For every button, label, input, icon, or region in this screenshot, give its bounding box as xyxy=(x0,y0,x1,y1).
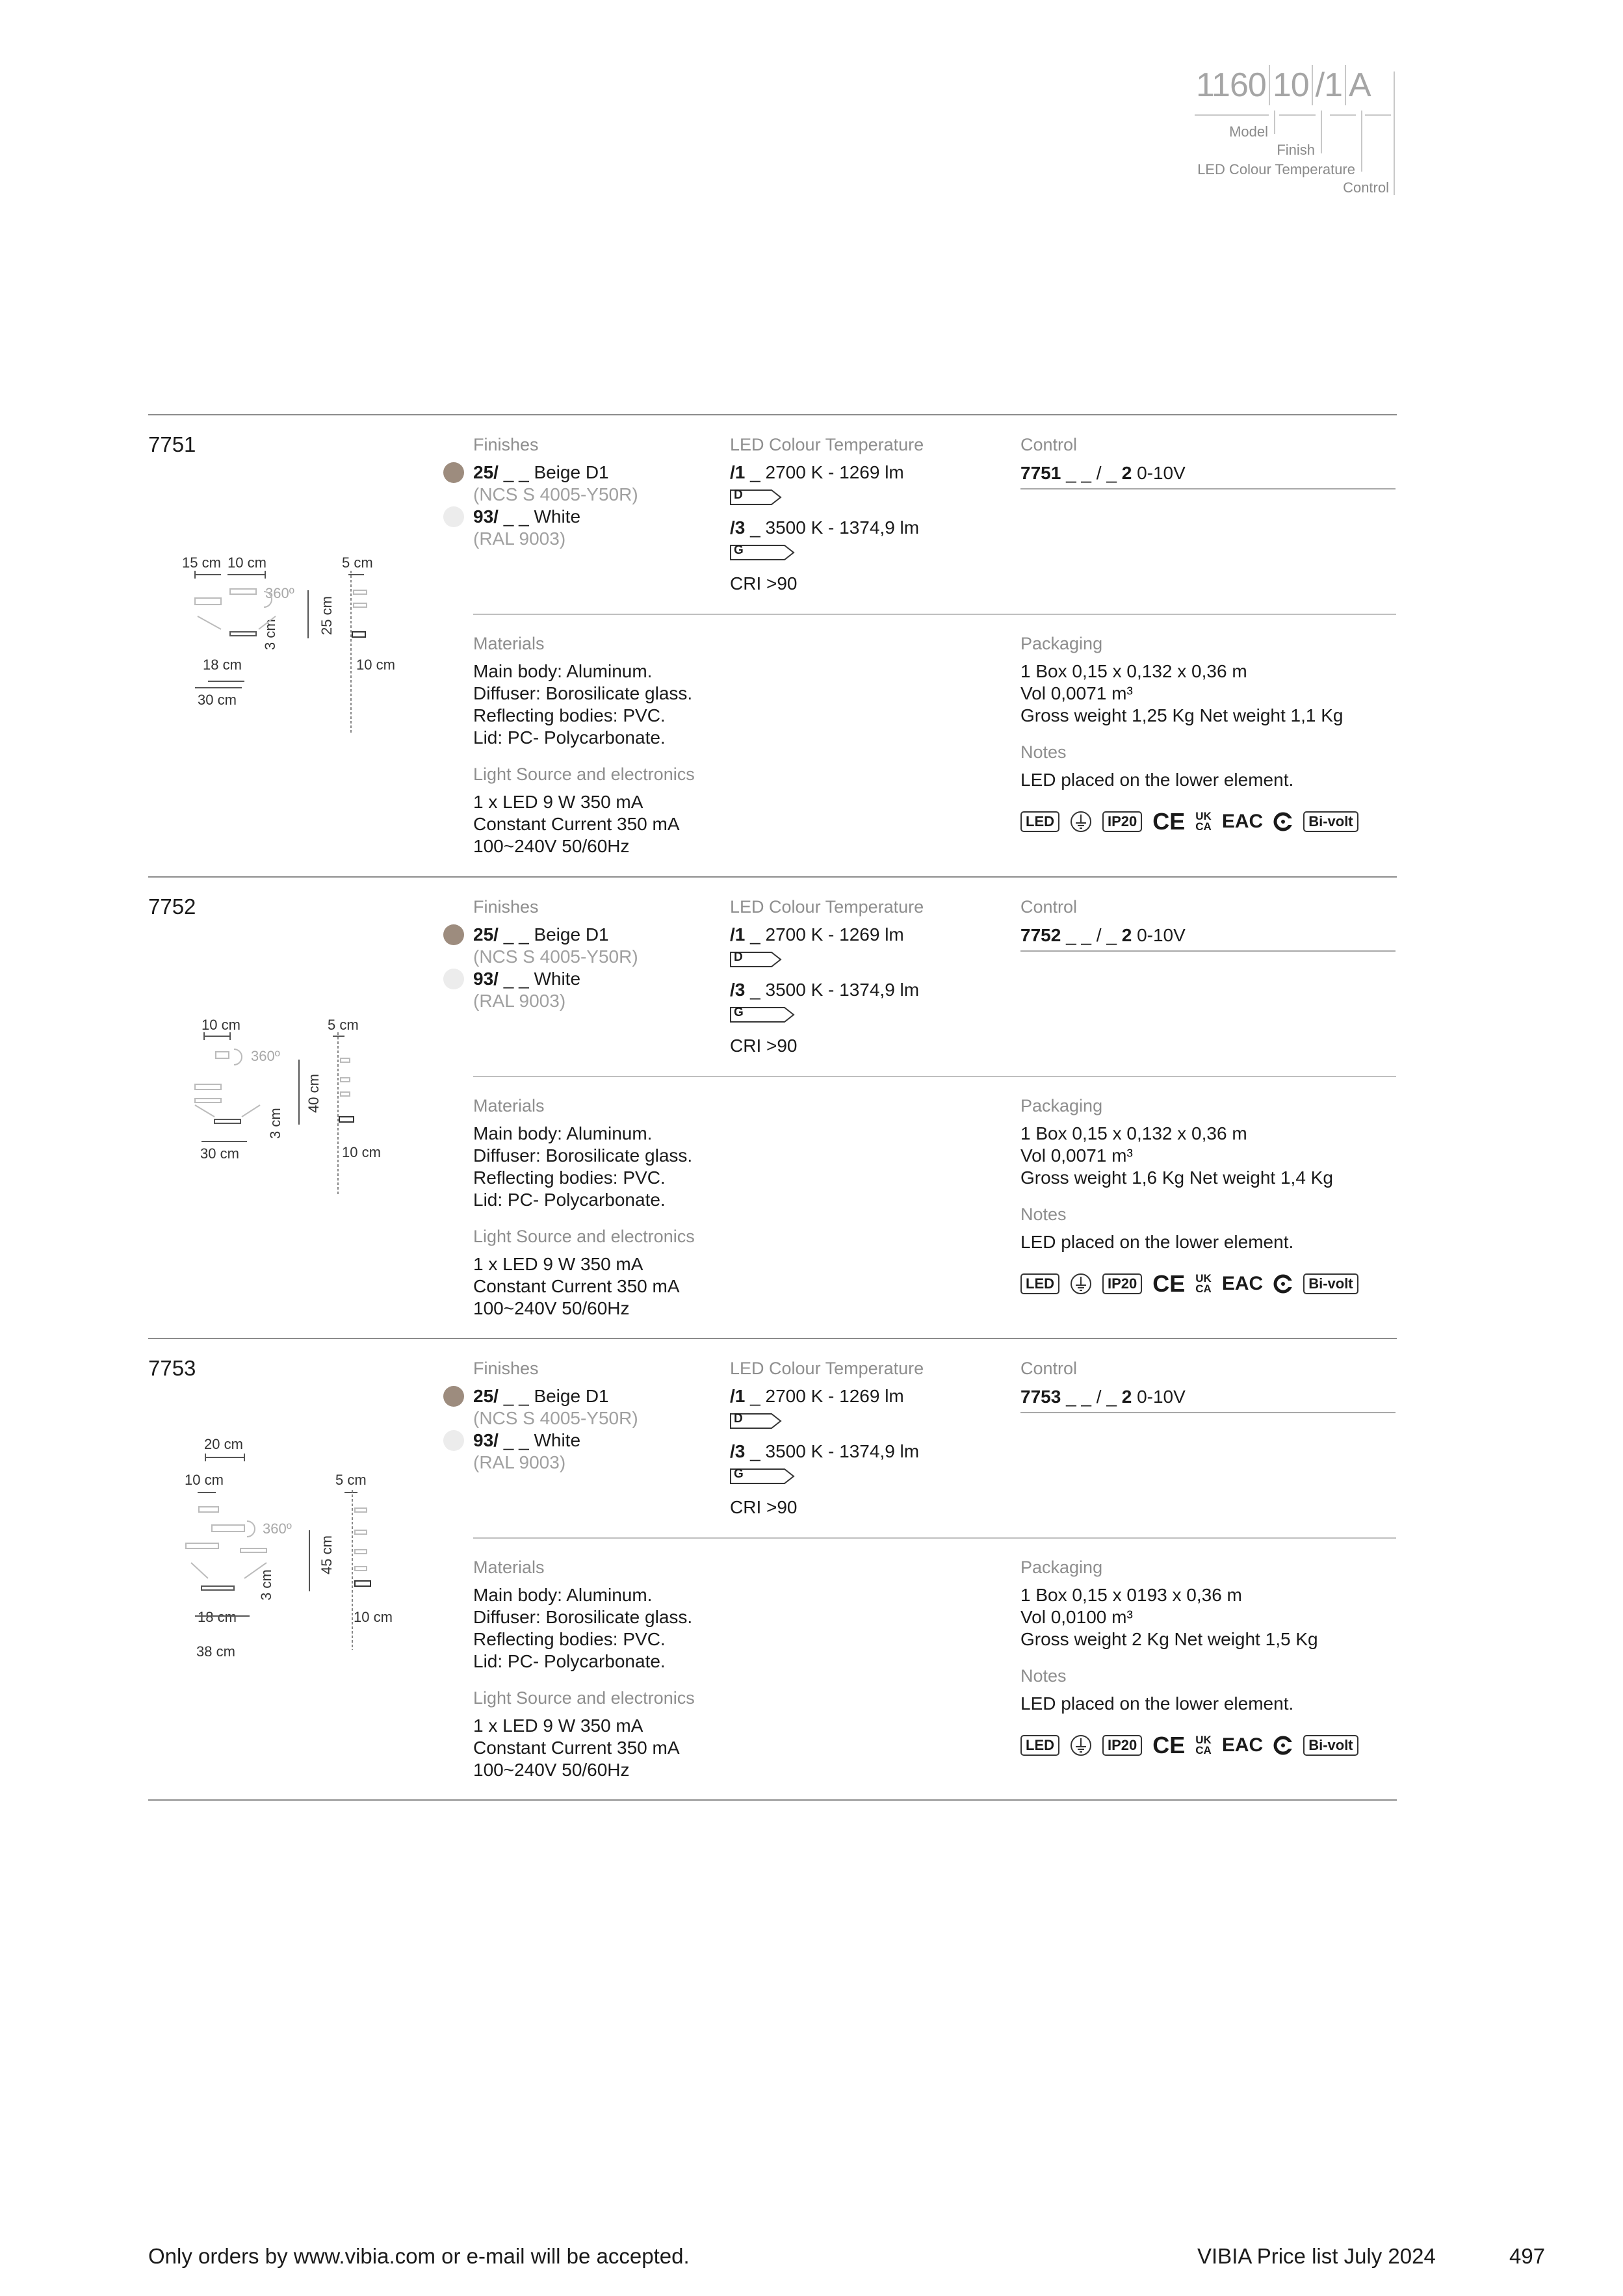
dim-label: 3 cm xyxy=(258,1569,274,1600)
finish-option-white: 93/ _ _ White xyxy=(473,506,581,527)
material-line: Main body: Aluminum. xyxy=(473,1585,653,1605)
material-line: Main body: Aluminum. xyxy=(473,1123,653,1143)
finish-swatch-beige xyxy=(443,924,464,945)
ground-icon xyxy=(1070,1273,1092,1295)
cri-value: CRI >90 xyxy=(730,1036,798,1056)
dim-label: 5 cm xyxy=(328,1017,359,1033)
packaging-weight: Gross weight 1,25 Kg Net weight 1,1 Kg xyxy=(1020,705,1344,725)
packaging-box: 1 Box 0,15 x 0193 x 0,36 m xyxy=(1020,1585,1242,1605)
light-source-line: 100~240V 50/60Hz xyxy=(473,1760,630,1780)
material-line: Diffuser: Borosilicate glass. xyxy=(473,683,693,703)
control-heading: Control xyxy=(1020,897,1078,917)
legend-code-model: 1160 xyxy=(1193,65,1270,105)
led-option-2700: /1 _ 2700 K - 1269 lm xyxy=(730,1386,904,1406)
legend-tick xyxy=(1321,111,1322,153)
energy-class-g: G xyxy=(730,545,773,559)
legend-code-led: /1 xyxy=(1313,65,1346,105)
light-source-line: 1 x LED 9 W 350 mA xyxy=(473,1254,643,1274)
recycling-mark-icon xyxy=(1273,812,1293,831)
legend-underline xyxy=(1365,114,1391,116)
led-badge: LED xyxy=(1020,1273,1059,1294)
bivolt-badge: Bi-volt xyxy=(1303,1273,1358,1294)
bivolt-badge: Bi-volt xyxy=(1303,1735,1358,1756)
led-option-3500: /3 _ 3500 K - 1374,9 lm xyxy=(730,1441,920,1461)
legend-code-control: A xyxy=(1349,66,1371,104)
light-source-line: Constant Current 350 mA xyxy=(473,814,680,834)
finish-ref: (RAL 9003) xyxy=(473,991,566,1011)
certification-row xyxy=(1020,1272,1358,1296)
recycling-mark-icon xyxy=(1273,1274,1293,1294)
finish-swatch-white xyxy=(443,969,464,989)
material-line: Lid: PC- Polycarbonate. xyxy=(473,727,666,748)
led-badge: LED xyxy=(1020,811,1059,832)
dim-label: 10 cm xyxy=(227,554,266,571)
section-rule xyxy=(148,414,1397,415)
packaging-box: 1 Box 0,15 x 0,132 x 0,36 m xyxy=(1020,661,1247,681)
dim-label: 30 cm xyxy=(200,1145,239,1162)
energy-class-d: D xyxy=(730,489,773,504)
led-option-3500: /3 _ 3500 K - 1374,9 lm xyxy=(730,980,920,1000)
led-temp-heading: LED Colour Temperature xyxy=(730,897,924,917)
dim-label: 5 cm xyxy=(342,554,373,571)
finish-swatch-beige xyxy=(443,462,464,483)
recycling-mark-icon xyxy=(1273,1736,1293,1755)
notes-text: LED placed on the lower element. xyxy=(1020,1693,1294,1714)
eac-mark-icon: EAC xyxy=(1221,1273,1264,1294)
dim-label: 18 cm xyxy=(198,1609,237,1625)
legend-tick xyxy=(1394,72,1395,195)
control-option: 7753 _ _ / _ 2 0-10V xyxy=(1020,1387,1186,1407)
section-rule xyxy=(148,1799,1397,1801)
cri-value: CRI >90 xyxy=(730,1497,798,1517)
light-source-heading: Light Source and electronics xyxy=(473,1227,695,1246)
dim-label: 360º xyxy=(263,1520,292,1537)
material-line: Diffuser: Borosilicate glass. xyxy=(473,1607,693,1627)
light-source-line: Constant Current 350 mA xyxy=(473,1276,680,1296)
packaging-heading: Packaging xyxy=(1020,1096,1103,1115)
control-heading: Control xyxy=(1020,1359,1078,1378)
energy-class-g: G xyxy=(730,1007,773,1021)
ip-rating-badge: IP20 xyxy=(1102,1735,1142,1756)
dim-label: 15 cm xyxy=(182,554,221,571)
led-badge: LED xyxy=(1020,1735,1059,1756)
dim-label: 20 cm xyxy=(204,1436,243,1452)
finish-option-beige: 25/ _ _ Beige D1 xyxy=(473,924,609,945)
model-number: 7753 xyxy=(148,1356,196,1380)
packaging-volume: Vol 0,0100 m³ xyxy=(1020,1607,1133,1627)
lamp-sketch xyxy=(182,571,403,740)
dim-label: 18 cm xyxy=(203,657,242,673)
ce-mark-icon: CE xyxy=(1152,1270,1186,1297)
finishes-heading: Finishes xyxy=(473,435,539,454)
finish-swatch-beige xyxy=(443,1386,464,1407)
dim-label: 10 cm xyxy=(356,657,395,673)
legend-tick xyxy=(1274,111,1275,134)
ip-rating-badge: IP20 xyxy=(1102,811,1142,832)
finish-option-beige: 25/ _ _ Beige D1 xyxy=(473,1386,609,1406)
light-source-line: 100~240V 50/60Hz xyxy=(473,836,630,856)
packaging-heading: Packaging xyxy=(1020,634,1103,653)
finishes-heading: Finishes xyxy=(473,1359,539,1378)
packaging-box: 1 Box 0,15 x 0,132 x 0,36 m xyxy=(1020,1123,1247,1143)
control-underline xyxy=(1020,488,1396,489)
ground-icon xyxy=(1070,811,1092,833)
page-number: 497 xyxy=(1509,2244,1546,2268)
legend-code-finish: 10 xyxy=(1270,65,1313,105)
light-source-line: Constant Current 350 mA xyxy=(473,1738,680,1758)
certification-row xyxy=(1020,810,1358,833)
finish-ref: (RAL 9003) xyxy=(473,528,566,549)
dim-label: 3 cm xyxy=(267,1108,283,1139)
dim-label: 360º xyxy=(265,585,294,601)
finishes-heading: Finishes xyxy=(473,897,539,917)
energy-class-d: D xyxy=(730,1413,773,1428)
light-source-heading: Light Source and electronics xyxy=(473,764,695,784)
led-temp-heading: LED Colour Temperature xyxy=(730,435,924,454)
eac-mark-icon: EAC xyxy=(1221,1734,1264,1756)
dim-label: 25 cm xyxy=(318,596,335,635)
control-heading: Control xyxy=(1020,435,1078,454)
dim-label: 40 cm xyxy=(305,1074,322,1113)
ce-mark-icon: CE xyxy=(1152,808,1186,835)
light-source-heading: Light Source and electronics xyxy=(473,1688,695,1708)
dim-label: 5 cm xyxy=(335,1472,367,1488)
energy-class-d: D xyxy=(730,952,773,966)
packaging-volume: Vol 0,0071 m³ xyxy=(1020,1145,1133,1166)
legend-codes xyxy=(1193,65,1373,105)
finish-ref: (NCS S 4005-Y50R) xyxy=(473,484,638,504)
ip-rating-badge: IP20 xyxy=(1102,1273,1142,1294)
legend-label-finish: Finish xyxy=(1277,142,1315,158)
material-line: Diffuser: Borosilicate glass. xyxy=(473,1145,693,1166)
packaging-volume: Vol 0,0071 m³ xyxy=(1020,683,1133,703)
finish-swatch-white xyxy=(443,1430,464,1451)
ukca-mark-icon: UK CA xyxy=(1195,1272,1212,1295)
eac-mark-icon: EAC xyxy=(1221,811,1264,832)
section-divider xyxy=(473,614,1396,615)
finish-ref: (RAL 9003) xyxy=(473,1452,566,1472)
finish-option-white: 93/ _ _ White xyxy=(473,1430,581,1450)
ground-icon xyxy=(1070,1734,1092,1756)
led-option-2700: /1 _ 2700 K - 1269 lm xyxy=(730,924,904,945)
legend-label-control: Control xyxy=(1343,179,1389,196)
materials-heading: Materials xyxy=(473,1558,545,1577)
control-option: 7752 _ _ / _ 2 0-10V xyxy=(1020,925,1186,945)
dim-label: 3 cm xyxy=(262,619,278,650)
light-source-line: 100~240V 50/60Hz xyxy=(473,1298,630,1318)
notes-heading: Notes xyxy=(1020,1666,1067,1686)
dim-label: 10 cm xyxy=(201,1017,240,1033)
section-rule xyxy=(148,1338,1397,1339)
led-temp-heading: LED Colour Temperature xyxy=(730,1359,924,1378)
section-rule xyxy=(148,876,1397,878)
light-source-line: 1 x LED 9 W 350 mA xyxy=(473,792,643,812)
certification-row xyxy=(1020,1734,1358,1757)
bivolt-badge: Bi-volt xyxy=(1303,811,1358,832)
material-line: Main body: Aluminum. xyxy=(473,661,653,681)
dim-label: 45 cm xyxy=(318,1535,335,1574)
legend-underline xyxy=(1279,114,1316,116)
dim-label: 30 cm xyxy=(198,692,237,708)
lamp-sketch xyxy=(182,1452,403,1655)
finish-ref: (NCS S 4005-Y50R) xyxy=(473,946,638,967)
packaging-weight: Gross weight 1,6 Kg Net weight 1,4 Kg xyxy=(1020,1168,1333,1188)
material-line: Reflecting bodies: PVC. xyxy=(473,1168,666,1188)
energy-class-g: G xyxy=(730,1468,773,1483)
dim-label: 10 cm xyxy=(185,1472,224,1488)
notes-heading: Notes xyxy=(1020,742,1067,762)
materials-heading: Materials xyxy=(473,1096,545,1115)
notes-text: LED placed on the lower element. xyxy=(1020,770,1294,790)
finish-option-white: 93/ _ _ White xyxy=(473,969,581,989)
lamp-sketch xyxy=(182,1032,403,1201)
model-number: 7752 xyxy=(148,894,196,919)
model-number: 7751 xyxy=(148,432,196,456)
control-underline xyxy=(1020,1412,1396,1413)
packaging-weight: Gross weight 2 Kg Net weight 1,5 Kg xyxy=(1020,1629,1318,1649)
notes-text: LED placed on the lower element. xyxy=(1020,1232,1294,1252)
cri-value: CRI >90 xyxy=(730,573,798,594)
material-line: Lid: PC- Polycarbonate. xyxy=(473,1651,666,1671)
materials-heading: Materials xyxy=(473,634,545,653)
packaging-heading: Packaging xyxy=(1020,1558,1103,1577)
dim-label: 360º xyxy=(251,1048,280,1064)
finish-option-beige: 25/ _ _ Beige D1 xyxy=(473,462,609,482)
material-line: Lid: PC- Polycarbonate. xyxy=(473,1190,666,1210)
section-divider xyxy=(473,1537,1396,1539)
dim-label: 10 cm xyxy=(354,1609,393,1625)
section-divider xyxy=(473,1076,1396,1077)
control-option: 7751 _ _ / _ 2 0-10V xyxy=(1020,463,1186,483)
legend-tick xyxy=(1361,111,1362,172)
footer-brand: VIBIA Price list July 2024 xyxy=(1197,2244,1436,2268)
material-line: Reflecting bodies: PVC. xyxy=(473,1629,666,1649)
material-line: Reflecting bodies: PVC. xyxy=(473,705,666,725)
control-underline xyxy=(1020,950,1396,952)
ukca-mark-icon: UK CA xyxy=(1195,810,1212,833)
legend-underline xyxy=(1195,114,1269,116)
notes-heading: Notes xyxy=(1020,1205,1067,1224)
light-source-line: 1 x LED 9 W 350 mA xyxy=(473,1715,643,1736)
led-option-2700: /1 _ 2700 K - 1269 lm xyxy=(730,462,904,482)
led-option-3500: /3 _ 3500 K - 1374,9 lm xyxy=(730,517,920,538)
finish-ref: (NCS S 4005-Y50R) xyxy=(473,1408,638,1428)
finish-swatch-white xyxy=(443,506,464,527)
legend-underline xyxy=(1330,114,1356,116)
dim-label: 10 cm xyxy=(342,1144,381,1160)
ukca-mark-icon: UK CA xyxy=(1195,1734,1212,1756)
legend-label-led: LED Colour Temperature xyxy=(1197,161,1355,177)
footer-order-note: Only orders by www.vibia.com or e-mail will be accepted. xyxy=(148,2244,690,2268)
dim-label: 38 cm xyxy=(196,1643,235,1660)
ce-mark-icon: CE xyxy=(1152,1732,1186,1758)
legend-label-model: Model xyxy=(1229,124,1268,140)
